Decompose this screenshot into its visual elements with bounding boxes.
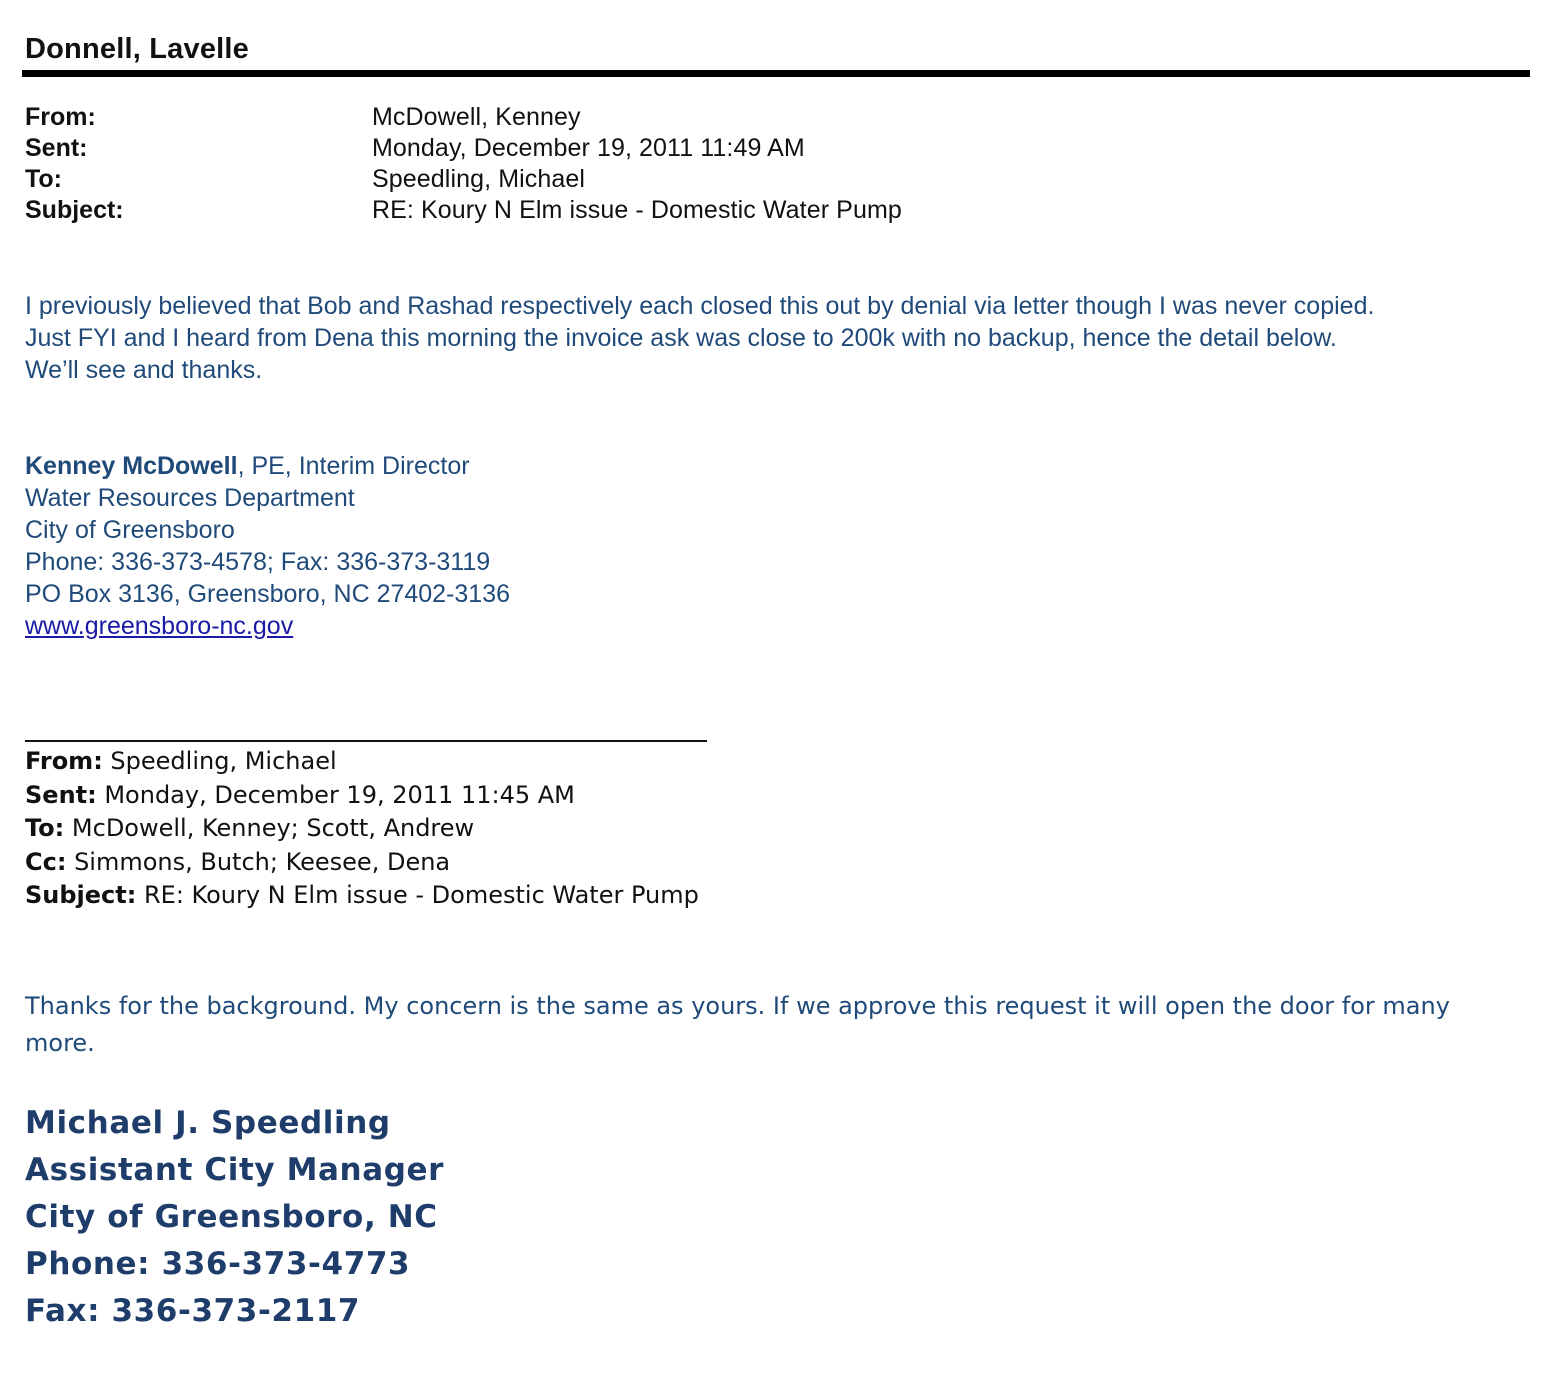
- speedling-title: Assistant City Manager: [25, 1152, 445, 1188]
- speedling-phone: Phone: 336-373-4773: [25, 1246, 411, 1282]
- fwd-sent-row: [25, 779, 699, 813]
- subject-label: Subject:: [25, 196, 124, 224]
- signature-phone-fax: Phone: 336-373-4578; Fax: 336-373-3119: [25, 548, 491, 576]
- header-sent-row: [25, 133, 902, 164]
- header-to-row: [25, 164, 902, 195]
- fwd-from-row: [25, 745, 699, 779]
- message-line: I previously believed that Bob and Rashad respectively each closed this out by denial via letter though I was never copied.: [25, 292, 1375, 320]
- speedling-city: City of Greensboro, NC: [25, 1199, 438, 1235]
- sent-value: Monday, December 19, 2011 11:49 AM: [372, 134, 805, 162]
- signature-name-line: [25, 450, 510, 482]
- fwd-subject-row: [25, 879, 699, 913]
- fwd-to-row: [25, 812, 699, 846]
- printed-for-name: Donnell, Lavelle: [25, 33, 249, 65]
- forward-divider: [25, 740, 707, 742]
- email-header: [25, 102, 902, 226]
- fwd-to-value: McDowell, Kenney; Scott, Andrew: [64, 814, 475, 842]
- fwd-from-value: Speedling, Michael: [102, 747, 337, 775]
- speedling-name: Michael J. Speedling: [25, 1105, 391, 1141]
- to-value: Speedling, Michael: [372, 165, 586, 193]
- fwd-from-label: From:: [25, 747, 103, 775]
- fwd-sent-value: Monday, December 19, 2011 11:45 AM: [96, 780, 575, 809]
- message-line: We’ll see and thanks.: [25, 356, 263, 384]
- title-divider: [22, 70, 1530, 77]
- header-subject-row: [25, 195, 902, 226]
- forwarded-body: Thanks for the background. My concern is the same as yours. If we approve this request it will open the door for many more.: [25, 992, 1450, 1057]
- message-body: [25, 290, 1530, 386]
- message-line: Just FYI and I heard from Dena this morning the invoice ask was close to 200k with no backup, hence the detail below.: [25, 324, 1337, 352]
- sent-label: Sent:: [25, 134, 88, 162]
- forwarded-header: [25, 745, 699, 913]
- signature-speedling: [25, 1100, 444, 1335]
- website-link[interactable]: www.greensboro-nc.gov: [25, 612, 294, 640]
- from-value: McDowell, Kenney: [372, 103, 581, 131]
- fwd-cc-row: [25, 846, 699, 880]
- fwd-subject-label: Subject:: [25, 881, 137, 909]
- signature-address: PO Box 3136, Greensboro, NC 27402-3136: [25, 580, 511, 608]
- signature-mcdowell: [25, 450, 510, 642]
- to-label: To:: [25, 165, 63, 193]
- signature-title: , PE, Interim Director: [237, 452, 470, 480]
- fwd-cc-value: Simmons, Butch; Keesee, Dena: [66, 847, 451, 876]
- fwd-subject-value: RE: Koury N Elm issue - Domestic Water Pump: [136, 881, 699, 909]
- header-from-row: [25, 102, 902, 133]
- signature-department: Water Resources Department: [25, 484, 355, 512]
- speedling-fax: Fax: 336-373-2117: [25, 1293, 361, 1329]
- fwd-to-label: To:: [25, 814, 65, 842]
- fwd-cc-label: Cc:: [25, 847, 67, 876]
- signature-city: City of Greensboro: [25, 516, 235, 544]
- signature-name: Kenney McDowell: [25, 452, 238, 480]
- subject-value: RE: Koury N Elm issue - Domestic Water Pump: [372, 196, 902, 224]
- fwd-sent-label: Sent:: [25, 780, 97, 809]
- from-label: From:: [25, 103, 96, 131]
